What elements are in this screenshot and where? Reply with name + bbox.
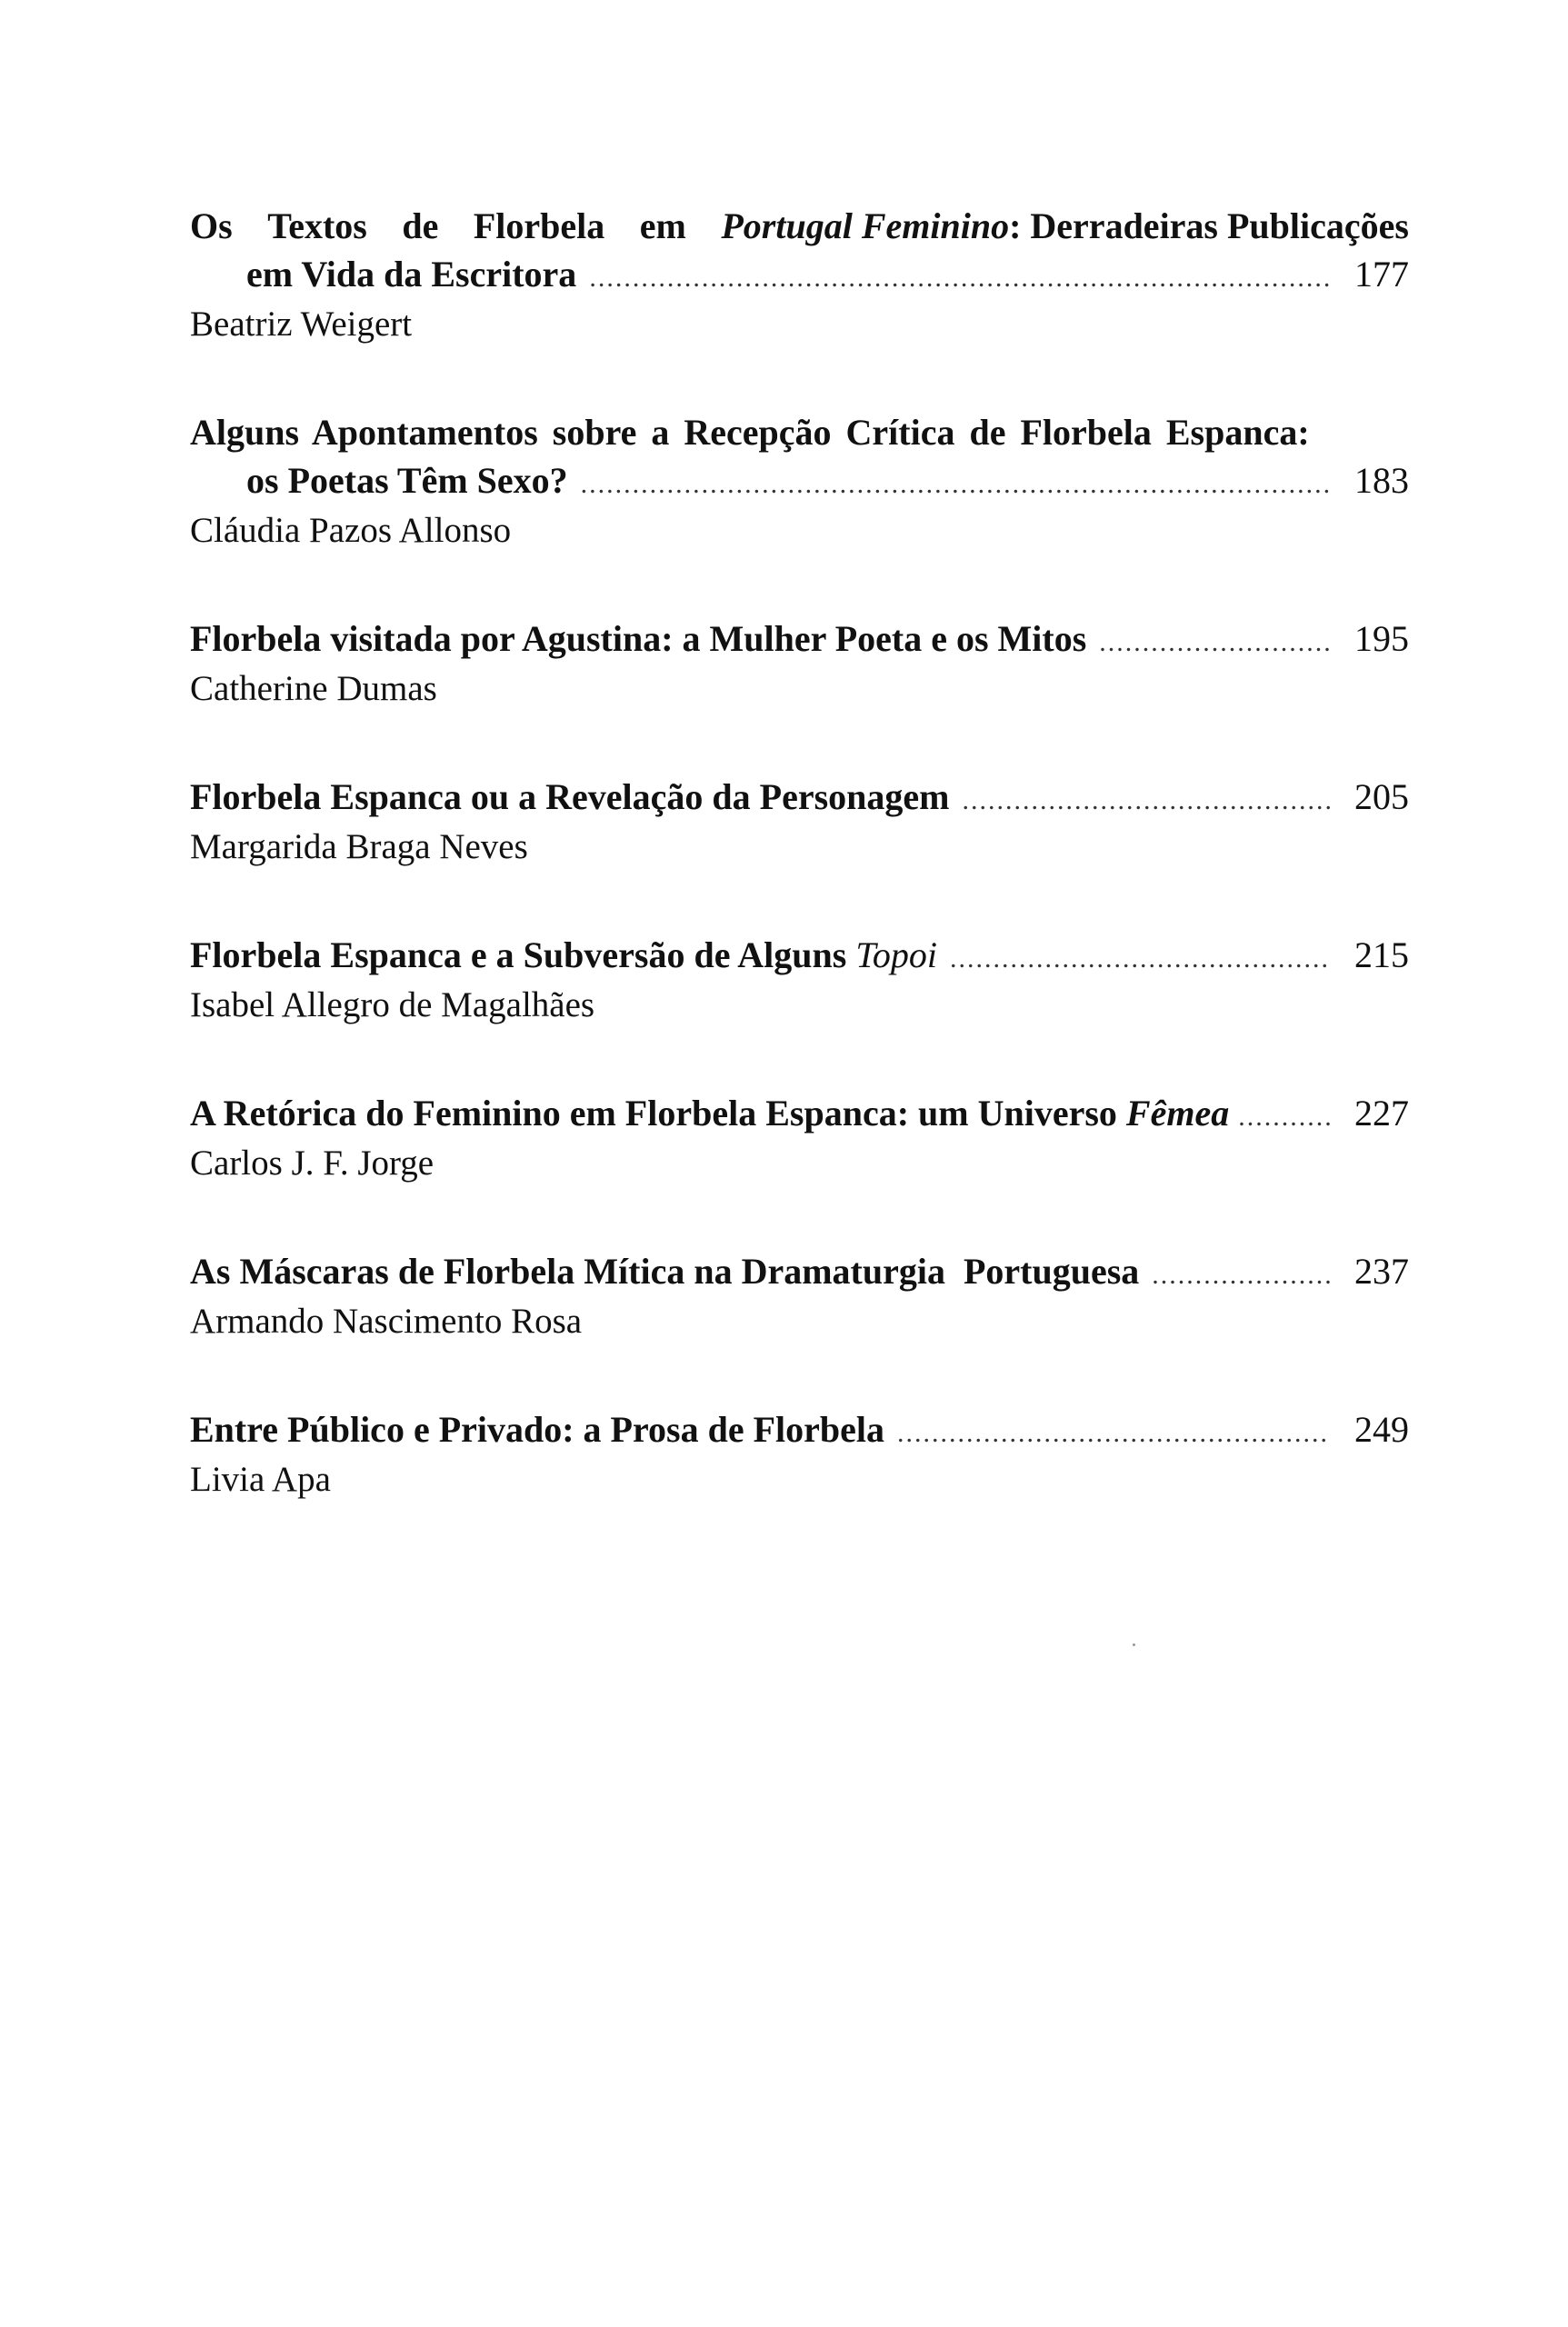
entry-title (190, 1405, 1409, 1457)
title-line (190, 1247, 1409, 1299)
title-word: Os (190, 205, 233, 246)
entry-author: Carlos J. F. Jorge (190, 1144, 434, 1183)
page-number: 215 (1354, 934, 1409, 975)
dot-leader (950, 934, 1331, 983)
title-line (190, 1089, 1409, 1141)
title-line (190, 773, 1409, 824)
page-number: 205 (1354, 776, 1409, 817)
title-line (190, 250, 1409, 302)
title-text: Alguns Apontamentos sobre a Recepção Crítica de Florbela Espanca: (190, 412, 1310, 453)
entry-title (190, 408, 1409, 508)
entry-title (190, 614, 1409, 666)
entry-author: Livia Apa (190, 1460, 331, 1499)
page-number: 227 (1354, 1093, 1409, 1134)
title-text: Entre Público e Privado: a Prosa de Florbela (190, 1409, 885, 1450)
entry-title (190, 773, 1409, 824)
title-word: Florbela (473, 205, 605, 246)
title-text: Florbela visitada por Agustina: a Mulher Poeta e os Mitos (190, 618, 1087, 659)
entry-title (190, 1247, 1409, 1299)
stray-mark (1133, 1643, 1135, 1646)
dot-leader (1238, 1093, 1334, 1141)
title-text: Florbela Espanca e a Subversão de Alguns (190, 934, 847, 975)
title-word: de (402, 205, 439, 246)
entry-author: Cláudia Pazos Allonso (190, 511, 512, 550)
title-italic: Topoi (855, 934, 938, 975)
title-text: As Máscaras de Florbela Mítica na Dramaturgia Portuguesa (190, 1251, 1140, 1292)
entry-title (190, 1089, 1409, 1141)
toc-entry[interactable] (190, 1089, 1409, 1186)
dot-leader (589, 254, 1331, 302)
entry-author: Catherine Dumas (190, 669, 437, 708)
title-italic: Portugal Feminino (721, 205, 1010, 246)
title-rest: : Derradeiras Publicações (1009, 205, 1409, 246)
table-of-contents (190, 202, 1409, 1563)
title-line (190, 931, 1409, 983)
dot-leader (1099, 618, 1331, 666)
toc-entry[interactable] (190, 202, 1409, 347)
title-italic: Fêmea (1125, 1093, 1230, 1134)
toc-entry[interactable] (190, 931, 1409, 1028)
toc-entry[interactable] (190, 614, 1409, 712)
page-number: 249 (1354, 1409, 1409, 1450)
toc-entry[interactable] (190, 1247, 1409, 1344)
title-line (190, 614, 1409, 666)
page-number: 195 (1354, 618, 1409, 659)
entry-title (190, 202, 1409, 302)
title-line (190, 456, 1409, 508)
title-line (190, 1405, 1409, 1457)
entry-author: Armando Nascimento Rosa (190, 1302, 583, 1341)
title-text: em Vida da Escritora (246, 254, 577, 295)
title-text: Florbela Espanca ou a Revelação da Personagem (190, 776, 950, 817)
toc-entry[interactable] (190, 773, 1409, 870)
title-line (190, 202, 1409, 250)
dot-leader (897, 1409, 1331, 1457)
entry-title (190, 931, 1409, 983)
title-line (190, 408, 1409, 456)
page-number: 237 (1354, 1251, 1409, 1292)
page-number: 183 (1354, 460, 1409, 501)
dot-leader (963, 776, 1332, 824)
toc-entry[interactable] (190, 1405, 1409, 1503)
page-number: 177 (1354, 254, 1409, 295)
title-word: em (639, 205, 686, 246)
toc-entry[interactable] (190, 408, 1409, 554)
dot-leader (581, 460, 1331, 508)
title-text: os Poetas Têm Sexo? (246, 460, 568, 501)
entry-author: Beatriz Weigert (190, 305, 413, 344)
entry-author: Margarida Braga Neves (190, 827, 528, 866)
title-text: A Retórica do Feminino em Florbela Espanca: um Universo (190, 1093, 1117, 1134)
title-word: Textos (267, 205, 367, 246)
entry-author: Isabel Allegro de Magalhães (190, 985, 595, 1024)
dot-leader (1152, 1251, 1331, 1299)
